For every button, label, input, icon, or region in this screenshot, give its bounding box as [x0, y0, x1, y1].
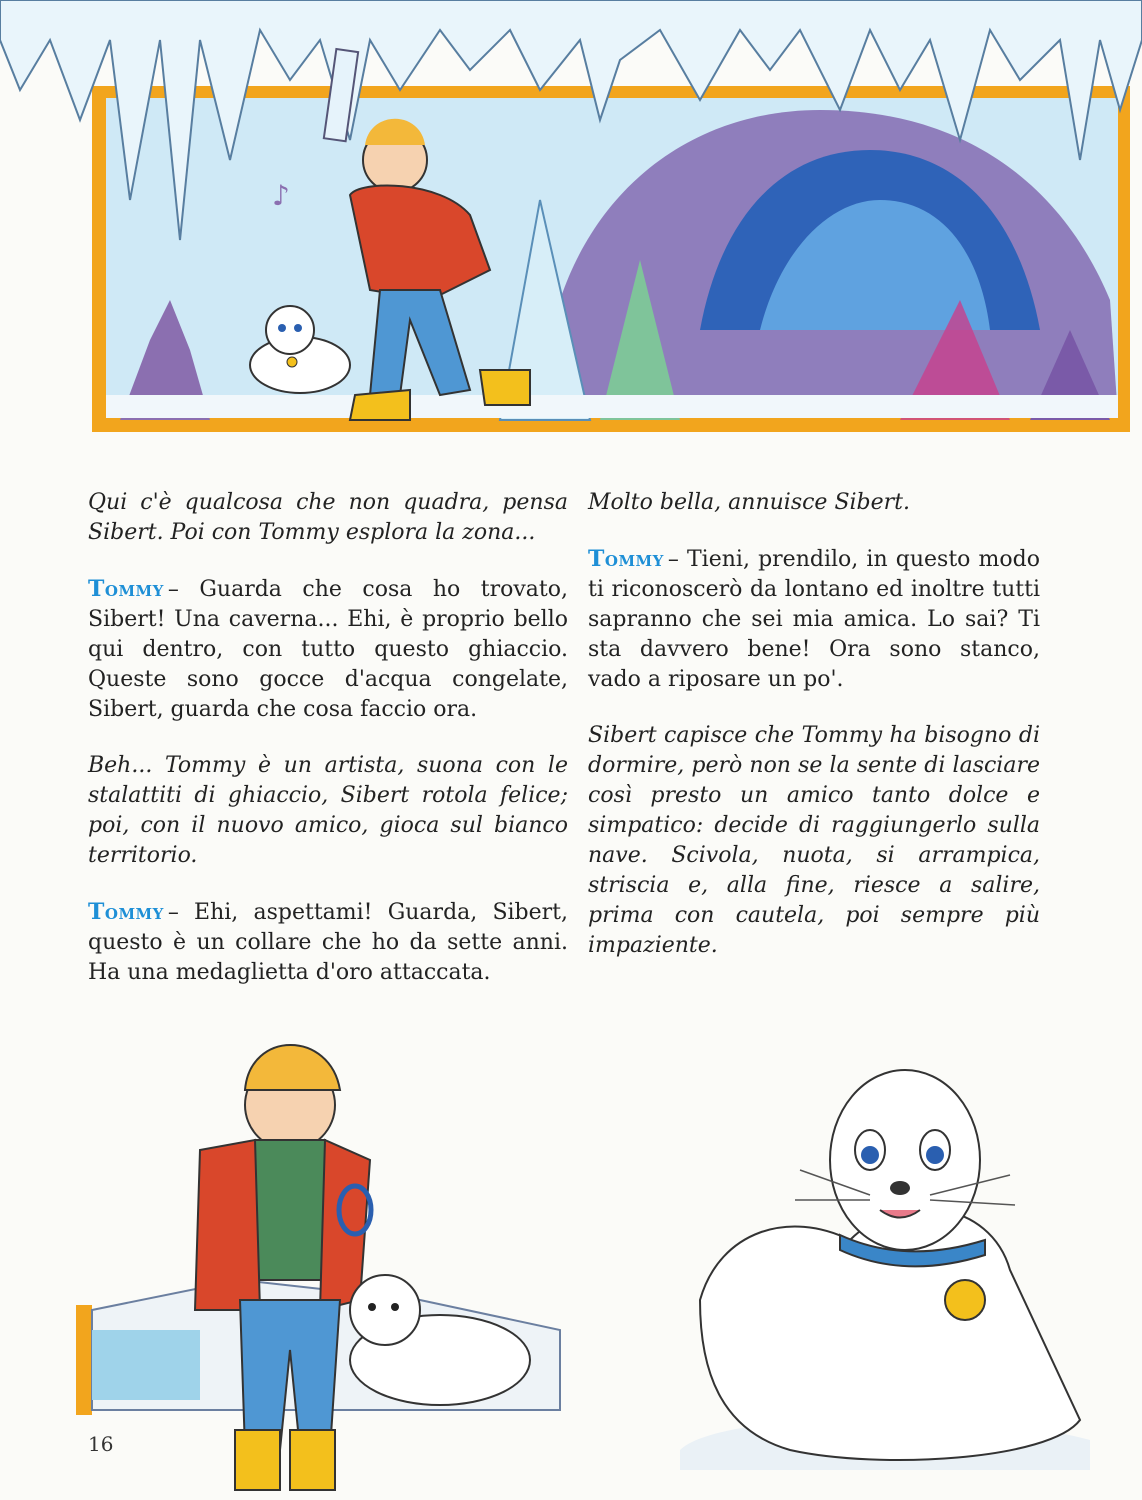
left-text-column	[88, 488, 568, 1014]
sibert-seal-large-figure	[700, 1070, 1080, 1460]
page-number: 16	[88, 1432, 114, 1456]
right-text-column	[588, 488, 1040, 987]
dialogue-paragraph: Tommy – Ehi, aspettami! Guarda, Sibert, questo è un collare che ho da sette anni. Ha una medaglietta d'oro attaccata.	[88, 899, 568, 985]
narration-paragraph: Qui c'è qualcosa che non quadra, pensa Sibert. Poi con Tommy esplora la zona...	[88, 490, 568, 545]
narration-paragraph: Beh... Tommy è un artista, suona con le stalattiti di ghiaccio, Sibert rotola felice; poi, con il nuovo amico, gioca sul bianco territorio.	[88, 753, 568, 868]
speaker-name: Tommy	[588, 546, 664, 572]
tommy-standing-figure	[195, 1045, 371, 1490]
dialogue-paragraph: Tommy – Guarda che cosa ho trovato, Sibert! Una caverna... Ehi, è proprio bello qui dentro, con tutto questo ghiaccio. Queste sono gocce d'acqua congelate, Sibert, guarda che cosa faccio ora.	[88, 576, 568, 722]
speaker-name: Tommy	[88, 899, 164, 925]
ice-cave-illustration	[0, 0, 1142, 440]
small-seal-figure	[350, 1275, 530, 1405]
narration-paragraph: Molto bella, annuisce Sibert.	[588, 490, 911, 515]
svg-text:♪: ♪	[272, 179, 290, 212]
tommy-and-seal-illustration	[0, 1010, 1142, 1500]
dialogue-paragraph: Tommy – Tieni, prendilo, in questo modo ti riconoscerò da lontano ed inoltre tutti sapranno che sei mia amica. Lo sai? Ti sta davvero bene! Ora sono stanco, vado a riposare un po'.	[588, 546, 1040, 692]
narration-paragraph: Sibert capisce che Tommy ha bisogno di dormire, però non se la sente di lasciare così presto un amico tanto dolce e simpatico: decide di raggiungerlo sulla nave. Scivola, nuota, si arrampica, striscia e, alla fine, riesce a salire, prima con cautela, poi sempre più impaziente.	[588, 723, 1040, 958]
speaker-name: Tommy	[88, 576, 164, 602]
